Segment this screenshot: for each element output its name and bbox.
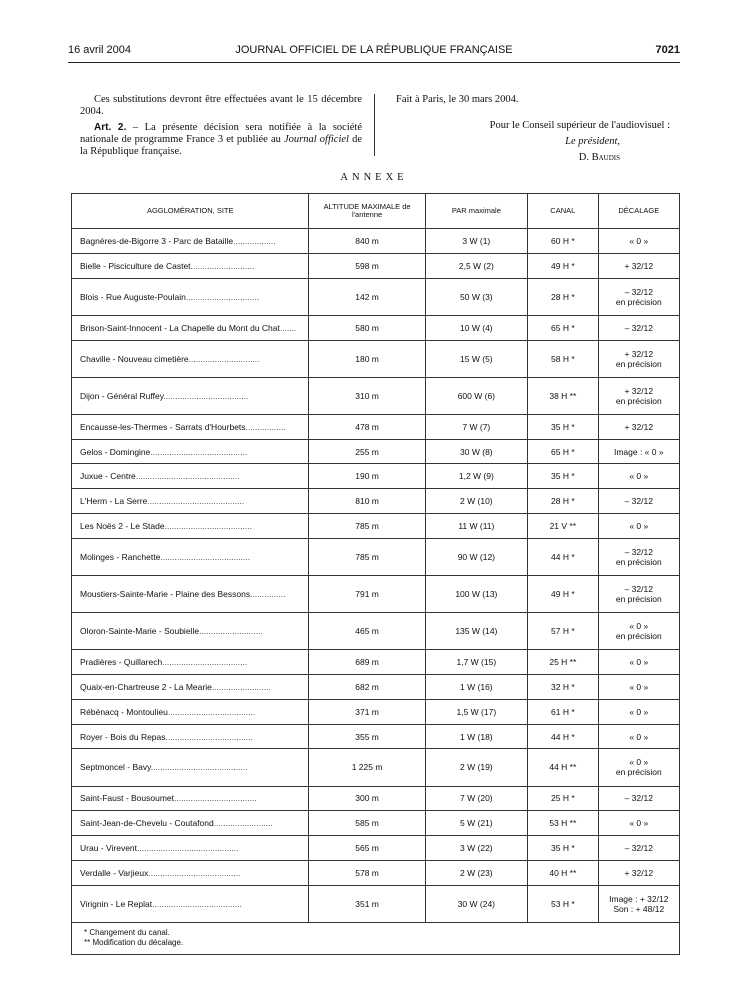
decalage-line-1: Image : « 0 » (613, 446, 664, 457)
cell-canal: 49 H * (528, 253, 599, 278)
cell-par: 30 W (8) (425, 439, 527, 464)
header-site: AGGLOMÉRATION, SITE (72, 194, 309, 229)
decalage-line-1: – 32/12 (624, 496, 653, 507)
cell-decalage (598, 377, 679, 414)
cell-par: 1,2 W (9) (425, 464, 527, 489)
cell-decalage (598, 650, 679, 675)
cell-par: 1,5 W (17) (425, 699, 527, 724)
decalage-line-1: « 0 » (629, 818, 649, 829)
header-title: JOURNAL OFFICIEL DE LA RÉPUBLIQUE FRANÇAISE (235, 44, 513, 56)
table-row (72, 489, 680, 514)
cell-site (72, 699, 309, 724)
cell-par: 11 W (11) (425, 513, 527, 538)
header-altitude: ALTITUDE MAXIMALE de l'antenne (309, 194, 425, 229)
cell-par: 3 W (1) (425, 229, 527, 254)
decalage-line-2: Son : + 48/12 (613, 903, 665, 914)
table-row (72, 786, 680, 811)
decalage-line-1: « 0 » (629, 706, 649, 717)
cell-site (72, 650, 309, 675)
cell-canal: 25 H * (528, 786, 599, 811)
decalage-line-1: « 0 » (629, 757, 649, 768)
cell-altitude: 465 m (309, 613, 425, 650)
site-name: Blois - Rue Auguste-Poulain (80, 291, 186, 302)
place-date: Fait à Paris, le 30 mars 2004. (396, 94, 519, 105)
decalage-line-1: « 0 » (629, 235, 649, 246)
table-row (72, 538, 680, 575)
decalage-line-1: + 32/12 (624, 385, 654, 396)
table-row (72, 253, 680, 278)
intro-left-column (80, 94, 362, 162)
site-name: Molinges - Ranchette (80, 551, 161, 562)
leader-dots: ............................................ (135, 471, 240, 482)
cell-decalage (598, 836, 679, 861)
leader-dots: ............... (250, 589, 286, 600)
cell-canal: 21 V ** (528, 513, 599, 538)
table-row (72, 414, 680, 439)
cell-site (72, 315, 309, 340)
cell-decalage (598, 749, 679, 786)
cell-decalage (598, 786, 679, 811)
decalage-line-1: + 32/12 (624, 867, 654, 878)
site-name: Bagnères-de-Bigorre 3 - Parc de Bataille (80, 235, 234, 246)
leader-dots: ......................................... (147, 496, 245, 507)
decalage-line-2: en précision (615, 631, 662, 642)
decalage-line-1: – 32/12 (624, 546, 653, 557)
cell-canal: 35 H * (528, 414, 599, 439)
table-notes (72, 922, 680, 954)
cell-canal: 53 H ** (528, 811, 599, 836)
site-name: Oloron-Sainte-Marie - Soubielle (80, 626, 200, 637)
cell-site (72, 811, 309, 836)
cell-canal: 57 H * (528, 613, 599, 650)
cell-site (72, 786, 309, 811)
table-row (72, 464, 680, 489)
cell-altitude: 682 m (309, 675, 425, 700)
table-row (72, 229, 680, 254)
decalage-line-1: « 0 » (629, 471, 649, 482)
table-row (72, 860, 680, 885)
cell-canal: 44 H ** (528, 749, 599, 786)
cell-altitude: 371 m (309, 699, 425, 724)
cell-altitude: 585 m (309, 811, 425, 836)
cell-par: 2 W (10) (425, 489, 527, 514)
signature-name: D. Baudis (578, 152, 620, 163)
cell-site (72, 229, 309, 254)
cell-site (72, 377, 309, 414)
leader-dots: .................................... (162, 657, 248, 668)
cell-decalage (598, 613, 679, 650)
table-row (72, 377, 680, 414)
cell-altitude: 310 m (309, 377, 425, 414)
note-2: ** Modification du décalage. (84, 938, 184, 948)
signature-role: Le président, (565, 136, 620, 147)
site-name: Bielle - Pisciculture de Castet (80, 260, 191, 271)
table-row (72, 340, 680, 377)
decalage-line-1: – 32/12 (624, 843, 653, 854)
leader-dots: ......................... (213, 818, 273, 829)
cell-altitude: 810 m (309, 489, 425, 514)
cell-decalage (598, 860, 679, 885)
table-row (72, 811, 680, 836)
decalage-line-2: en précision (615, 358, 662, 369)
decalage-line-1: – 32/12 (624, 584, 653, 595)
cell-site (72, 489, 309, 514)
cell-site (72, 860, 309, 885)
table-notes-row (72, 922, 680, 954)
cell-site (72, 538, 309, 575)
leader-dots: ......................................... (150, 762, 248, 773)
decalage-line-1: « 0 » (629, 681, 649, 692)
site-name: Quaix-en-Chartreuse 2 - La Mearie (80, 681, 212, 692)
leader-dots: .................................... (163, 390, 249, 401)
cell-par: 7 W (20) (425, 786, 527, 811)
signature-for: Pour le Conseil supérieur de l'audiovisuel : (489, 120, 670, 131)
table-body (72, 229, 680, 955)
header-rule (68, 62, 680, 63)
cell-decalage (598, 811, 679, 836)
cell-site (72, 613, 309, 650)
cell-site (72, 340, 309, 377)
cell-site (72, 439, 309, 464)
annexe-title: ANNEXE (340, 172, 408, 183)
cell-decalage (598, 278, 679, 315)
decalage-line-2: en précision (615, 556, 662, 567)
cell-par: 2 W (23) (425, 860, 527, 885)
table-row (72, 885, 680, 922)
cell-canal: 65 H * (528, 439, 599, 464)
cell-decalage (598, 885, 679, 922)
cell-par: 2 W (19) (425, 749, 527, 786)
table-row (72, 575, 680, 612)
decalage-line-1: – 32/12 (624, 793, 653, 804)
article-tail: de la République française. (80, 134, 362, 157)
cell-par: 90 W (12) (425, 538, 527, 575)
decalage-line-1: « 0 » (629, 731, 649, 742)
leader-dots: ............................... (185, 291, 260, 302)
leader-dots: ........................... (190, 260, 255, 271)
cell-par: 1,7 W (15) (425, 650, 527, 675)
cell-canal: 44 H * (528, 724, 599, 749)
cell-decalage (598, 575, 679, 612)
cell-par: 5 W (21) (425, 811, 527, 836)
site-name: Virignin - Le Replat (80, 898, 153, 909)
intro-right-column (396, 94, 670, 168)
leader-dots: ......................................... (150, 446, 248, 457)
leader-dots: ...................................... (152, 898, 242, 909)
cell-par: 135 W (14) (425, 613, 527, 650)
cell-canal: 58 H * (528, 340, 599, 377)
table-row (72, 439, 680, 464)
site-name: Brison-Saint-Innocent - La Chapelle du Mont du Chat (80, 322, 280, 333)
article-italic: Journal officiel (284, 134, 349, 145)
decalage-line-1: + 32/12 (624, 260, 654, 271)
cell-site (72, 836, 309, 861)
cell-site (72, 749, 309, 786)
cell-canal: 28 H * (528, 278, 599, 315)
article-label: Art. 2. (94, 122, 127, 133)
cell-canal: 28 H * (528, 489, 599, 514)
cell-par: 600 W (6) (425, 377, 527, 414)
cell-canal: 53 H * (528, 885, 599, 922)
header-par: PAR maximale (425, 194, 527, 229)
cell-canal: 60 H * (528, 229, 599, 254)
cell-par: 30 W (24) (425, 885, 527, 922)
cell-altitude: 598 m (309, 253, 425, 278)
intro-paragraph: Ces substitutions devront être effectuées avant le 15 décembre 2004. (80, 94, 362, 117)
table-row (72, 836, 680, 861)
cell-par: 2,5 W (2) (425, 253, 527, 278)
leader-dots: .............................. (188, 353, 260, 364)
leader-dots: ..................................... (167, 706, 256, 717)
cell-decalage (598, 724, 679, 749)
leader-dots: ..................................... (164, 520, 252, 531)
decalage-line-2: en précision (615, 296, 662, 307)
leader-dots: ...................................... (160, 551, 251, 562)
table-row (72, 613, 680, 650)
decalage-line-1: « 0 » (629, 657, 649, 668)
decalage-line-1: « 0 » (629, 520, 649, 531)
header-canal: CANAL (528, 194, 599, 229)
cell-altitude: 180 m (309, 340, 425, 377)
table-row (72, 749, 680, 786)
cell-par: 1 W (16) (425, 675, 527, 700)
cell-decalage (598, 315, 679, 340)
leader-dots: ................. (245, 421, 286, 432)
site-name: Royer - Bois du Repas (80, 731, 166, 742)
cell-altitude: 478 m (309, 414, 425, 439)
cell-decalage (598, 675, 679, 700)
table-row (72, 699, 680, 724)
table-row (72, 315, 680, 340)
header-decalage: DÉCALAGE (598, 194, 679, 229)
site-name: Saint-Jean-de-Chevelu - Coutafond (80, 818, 214, 829)
cell-decalage (598, 538, 679, 575)
cell-altitude: 840 m (309, 229, 425, 254)
cell-altitude: 142 m (309, 278, 425, 315)
cell-altitude: 578 m (309, 860, 425, 885)
site-name: L'Herm - La Serre (80, 496, 148, 507)
cell-site (72, 464, 309, 489)
cell-canal: 65 H * (528, 315, 599, 340)
site-name: Gelos - Domingine (80, 446, 151, 457)
cell-canal: 35 H * (528, 464, 599, 489)
cell-canal: 32 H * (528, 675, 599, 700)
site-name: Verdalle - Varjieux (80, 867, 149, 878)
cell-altitude: 791 m (309, 575, 425, 612)
article-text: – La présente décision sera notifiée à la société nationale de programme France 3 et publiée au (80, 122, 362, 145)
cell-decalage (598, 253, 679, 278)
cell-altitude: 580 m (309, 315, 425, 340)
cell-par: 100 W (13) (425, 575, 527, 612)
leader-dots: ........................... (199, 626, 263, 637)
cell-altitude: 565 m (309, 836, 425, 861)
decalage-line-1: – 32/12 (624, 286, 653, 297)
site-name: Urau - Virevent (80, 843, 138, 854)
site-name: Juxue - Centre (80, 471, 136, 482)
cell-altitude: 351 m (309, 885, 425, 922)
site-name: Les Noës 2 - Le Stade (80, 520, 165, 531)
cell-decalage (598, 414, 679, 439)
site-name: Dijon - Général Ruffey (80, 390, 164, 401)
decalage-line-1: « 0 » (629, 621, 649, 632)
decalage-line-2: en précision (615, 767, 662, 778)
table-header-row (72, 194, 680, 229)
cell-altitude: 1 225 m (309, 749, 425, 786)
cell-altitude: 355 m (309, 724, 425, 749)
column-separator (374, 94, 375, 156)
cell-decalage (598, 464, 679, 489)
site-name: Rébénacq - Montoulieu (80, 706, 168, 717)
decalage-line-1: – 32/12 (624, 322, 653, 333)
cell-site (72, 885, 309, 922)
cell-decalage (598, 699, 679, 724)
cell-site (72, 278, 309, 315)
cell-par: 7 W (7) (425, 414, 527, 439)
cell-altitude: 689 m (309, 650, 425, 675)
cell-par: 15 W (5) (425, 340, 527, 377)
decalage-line-2: en précision (615, 395, 662, 406)
cell-altitude: 785 m (309, 513, 425, 538)
cell-canal: 49 H * (528, 575, 599, 612)
cell-altitude: 785 m (309, 538, 425, 575)
cell-par: 3 W (22) (425, 836, 527, 861)
cell-site (72, 253, 309, 278)
cell-site (72, 575, 309, 612)
table-row (72, 278, 680, 315)
leader-dots: ..................................... (165, 731, 253, 742)
cell-decalage (598, 489, 679, 514)
cell-site (72, 724, 309, 749)
table-row (72, 675, 680, 700)
site-name: Encausse-les-Thermes - Sarrats d'Hourbets (80, 421, 246, 432)
leader-dots: ....... (279, 322, 297, 333)
header-date: 16 avril 2004 (68, 44, 131, 56)
leader-dots: ......................... (211, 681, 271, 692)
site-name: Septmoncel - Bavy (80, 762, 151, 773)
note-1: * Changement du canal. (84, 928, 170, 938)
site-name: Chaville - Nouveau cimetière (80, 353, 189, 364)
cell-par: 10 W (4) (425, 315, 527, 340)
cell-decalage (598, 229, 679, 254)
annex-table (71, 193, 680, 955)
cell-canal: 44 H * (528, 538, 599, 575)
leader-dots: ........................................... (137, 843, 239, 854)
cell-canal: 61 H * (528, 699, 599, 724)
decalage-line-2: en précision (615, 594, 662, 605)
cell-canal: 40 H ** (528, 860, 599, 885)
cell-decalage (598, 513, 679, 538)
decalage-line-1: + 32/12 (624, 421, 654, 432)
cell-decalage (598, 439, 679, 464)
site-name: Pradières - Quillarech (80, 657, 163, 668)
cell-canal: 38 H ** (528, 377, 599, 414)
cell-par: 1 W (18) (425, 724, 527, 749)
header-page-number: 7021 (655, 44, 680, 56)
article-2 (80, 122, 362, 158)
cell-par: 50 W (3) (425, 278, 527, 315)
leader-dots: ................................... (174, 793, 257, 804)
decalage-line-1: Image : + 32/12 (609, 893, 669, 904)
cell-altitude: 190 m (309, 464, 425, 489)
decalage-line-1: + 32/12 (624, 348, 654, 359)
page-header (68, 44, 680, 60)
site-name: Saint-Faust - Bousoumet (80, 793, 175, 804)
cell-canal: 35 H * (528, 836, 599, 861)
table-row (72, 650, 680, 675)
table-row (72, 513, 680, 538)
cell-altitude: 255 m (309, 439, 425, 464)
cell-site (72, 414, 309, 439)
cell-decalage (598, 340, 679, 377)
table-row (72, 724, 680, 749)
cell-site (72, 675, 309, 700)
cell-site (72, 513, 309, 538)
cell-altitude: 300 m (309, 786, 425, 811)
cell-canal: 25 H ** (528, 650, 599, 675)
leader-dots: ....................................... (148, 867, 241, 878)
site-name: Moustiers-Sainte-Marie - Plaine des Bessons (80, 589, 251, 600)
leader-dots: .................. (233, 235, 276, 246)
